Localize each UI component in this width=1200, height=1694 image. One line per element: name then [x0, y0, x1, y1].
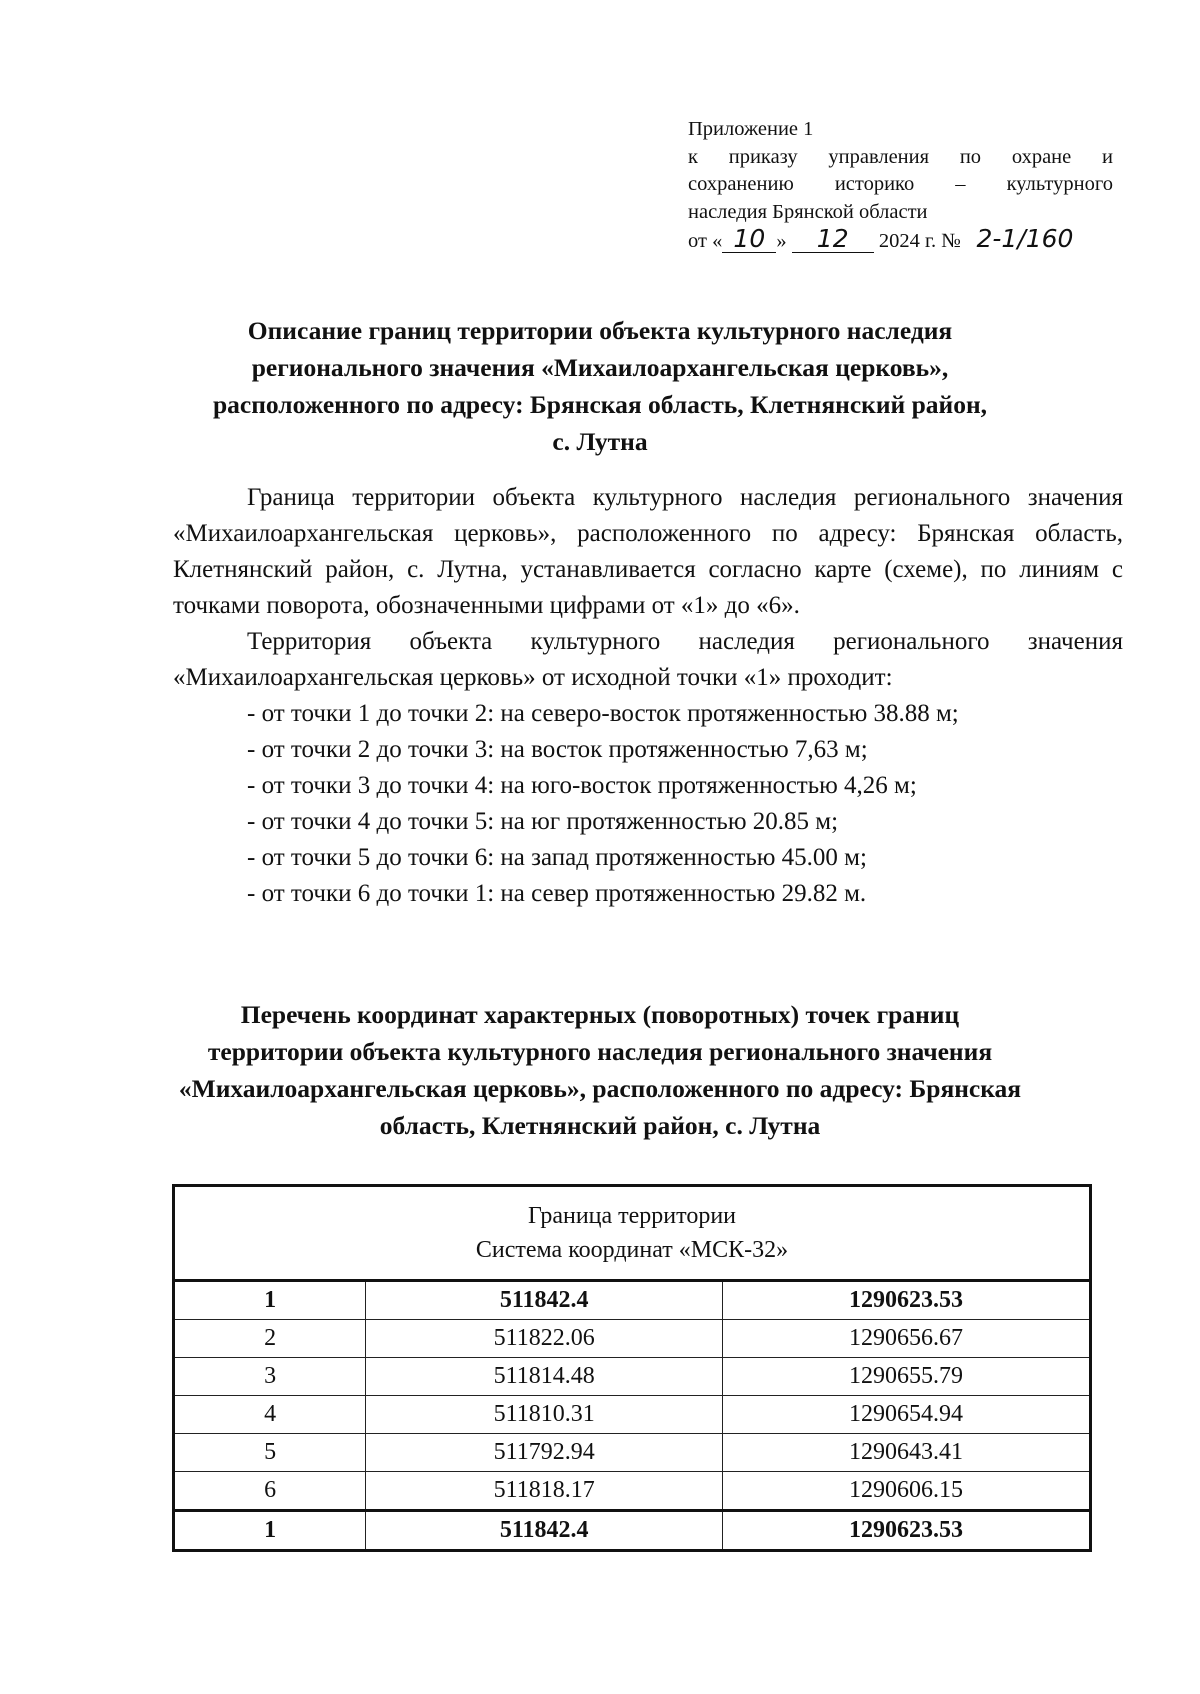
- coord-y: 1290623.53: [723, 1281, 1091, 1320]
- coord-x: 511810.31: [366, 1396, 723, 1434]
- coordinates-table: [172, 1184, 1092, 1552]
- table-header-row: [174, 1186, 1091, 1281]
- order-month-handwritten: 12: [792, 226, 874, 253]
- list-item: - от точки 2 до точки 3: на восток протяженностью 7,63 м;: [247, 736, 868, 763]
- annex-line-1: к приказу управления по охране и: [688, 145, 1113, 168]
- coord-x: 511792.94: [366, 1434, 723, 1472]
- title-line-4: с. Лутна: [552, 427, 648, 456]
- coord-y: 1290655.79: [723, 1358, 1091, 1396]
- table-row: [174, 1511, 1091, 1551]
- coord-y: 1290654.94: [723, 1396, 1091, 1434]
- coord-y: 1290643.41: [723, 1434, 1091, 1472]
- body-text: [173, 480, 1123, 912]
- coord-x: 511842.4: [366, 1281, 723, 1320]
- table-header-line-2: Система координат «МСК-32»: [475, 1237, 789, 1263]
- table-row: [174, 1472, 1091, 1511]
- paragraph-boundary: Граница территории объекта культурного наследия регионального значения «Михаилоархангельская церковь», расположенного по адресу: Брянская область, Клетнянский район, с. Лутна, устанавливается согласно карте (схеме), по линиям с точками поворота, обозначенными цифрами от «1» до «6».: [173, 484, 1123, 619]
- order-date-line: [688, 226, 1113, 256]
- document-title: [160, 312, 1040, 460]
- list-title-line-1: Перечень координат характерных (поворотных) точек границ: [240, 1000, 960, 1029]
- table-row: [174, 1434, 1091, 1472]
- annex-heading: Приложение 1: [688, 118, 814, 140]
- order-prefix: от «: [688, 230, 723, 252]
- annex-line-2: сохранению историко – культурного: [688, 173, 1113, 195]
- list-item: - от точки 1 до точки 2: на северо-восток протяженностью 38.88 м;: [247, 700, 959, 727]
- coord-x: 511818.17: [366, 1472, 723, 1511]
- point-number: 6: [174, 1472, 366, 1511]
- coord-y: 1290606.15: [723, 1472, 1091, 1511]
- coord-x: 511814.48: [366, 1358, 723, 1396]
- point-number: 2: [174, 1320, 366, 1358]
- coord-x: 511822.06: [366, 1320, 723, 1358]
- point-number: 1: [174, 1281, 366, 1320]
- title-line-2: регионального значения «Михаилоархангельская церковь»,: [251, 353, 949, 382]
- point-number: 4: [174, 1396, 366, 1434]
- segment-list: [173, 696, 1123, 912]
- point-number: 5: [174, 1434, 366, 1472]
- order-day-handwritten: 10: [722, 226, 776, 253]
- table-row: [174, 1281, 1091, 1320]
- order-mid: »: [776, 230, 787, 252]
- title-line-1: Описание границ территории объекта культурного наследия: [247, 316, 953, 345]
- point-number: 3: [174, 1358, 366, 1396]
- list-title-line-4: область, Клетнянский район, с. Лутна: [379, 1111, 821, 1140]
- table-row: [174, 1396, 1091, 1434]
- coord-y: 1290623.53: [723, 1511, 1091, 1551]
- table-row: [174, 1320, 1091, 1358]
- list-item: - от точки 4 до точки 5: на юг протяженностью 20.85 м;: [247, 808, 839, 835]
- list-item: - от точки 3 до точки 4: на юго-восток протяженностью 4,26 м;: [247, 772, 917, 799]
- coord-x: 511842.4: [366, 1511, 723, 1551]
- coordinates-list-title: [160, 996, 1040, 1144]
- table-row: [174, 1358, 1091, 1396]
- table-header-line-1: Граница территории: [527, 1203, 737, 1229]
- list-item: - от точки 5 до точки 6: на запад протяженностью 45.00 м;: [247, 844, 867, 871]
- list-title-line-3: «Михаилоархангельская церковь», расположенного по адресу: Брянская: [178, 1074, 1022, 1103]
- annex-block: [688, 116, 1113, 256]
- coord-y: 1290656.67: [723, 1320, 1091, 1358]
- annex-line-3: наследия Брянской области: [688, 200, 928, 223]
- order-year: 2024 г. №: [878, 230, 961, 252]
- title-line-3: расположенного по адресу: Брянская область, Клетнянский район,: [212, 390, 988, 419]
- order-number-handwritten: 2-1/160: [976, 224, 1074, 253]
- paragraph-territory: Территория объекта культурного наследия регионального значения «Михаилоархангельская церковь» от исходной точки «1» проходит:: [173, 628, 1123, 691]
- table-header: [174, 1186, 1091, 1281]
- point-number: 1: [174, 1511, 366, 1551]
- list-title-line-2: территории объекта культурного наследия регионального значения: [207, 1037, 993, 1066]
- list-item: - от точки 6 до точки 1: на север протяженностью 29.82 м.: [247, 880, 867, 907]
